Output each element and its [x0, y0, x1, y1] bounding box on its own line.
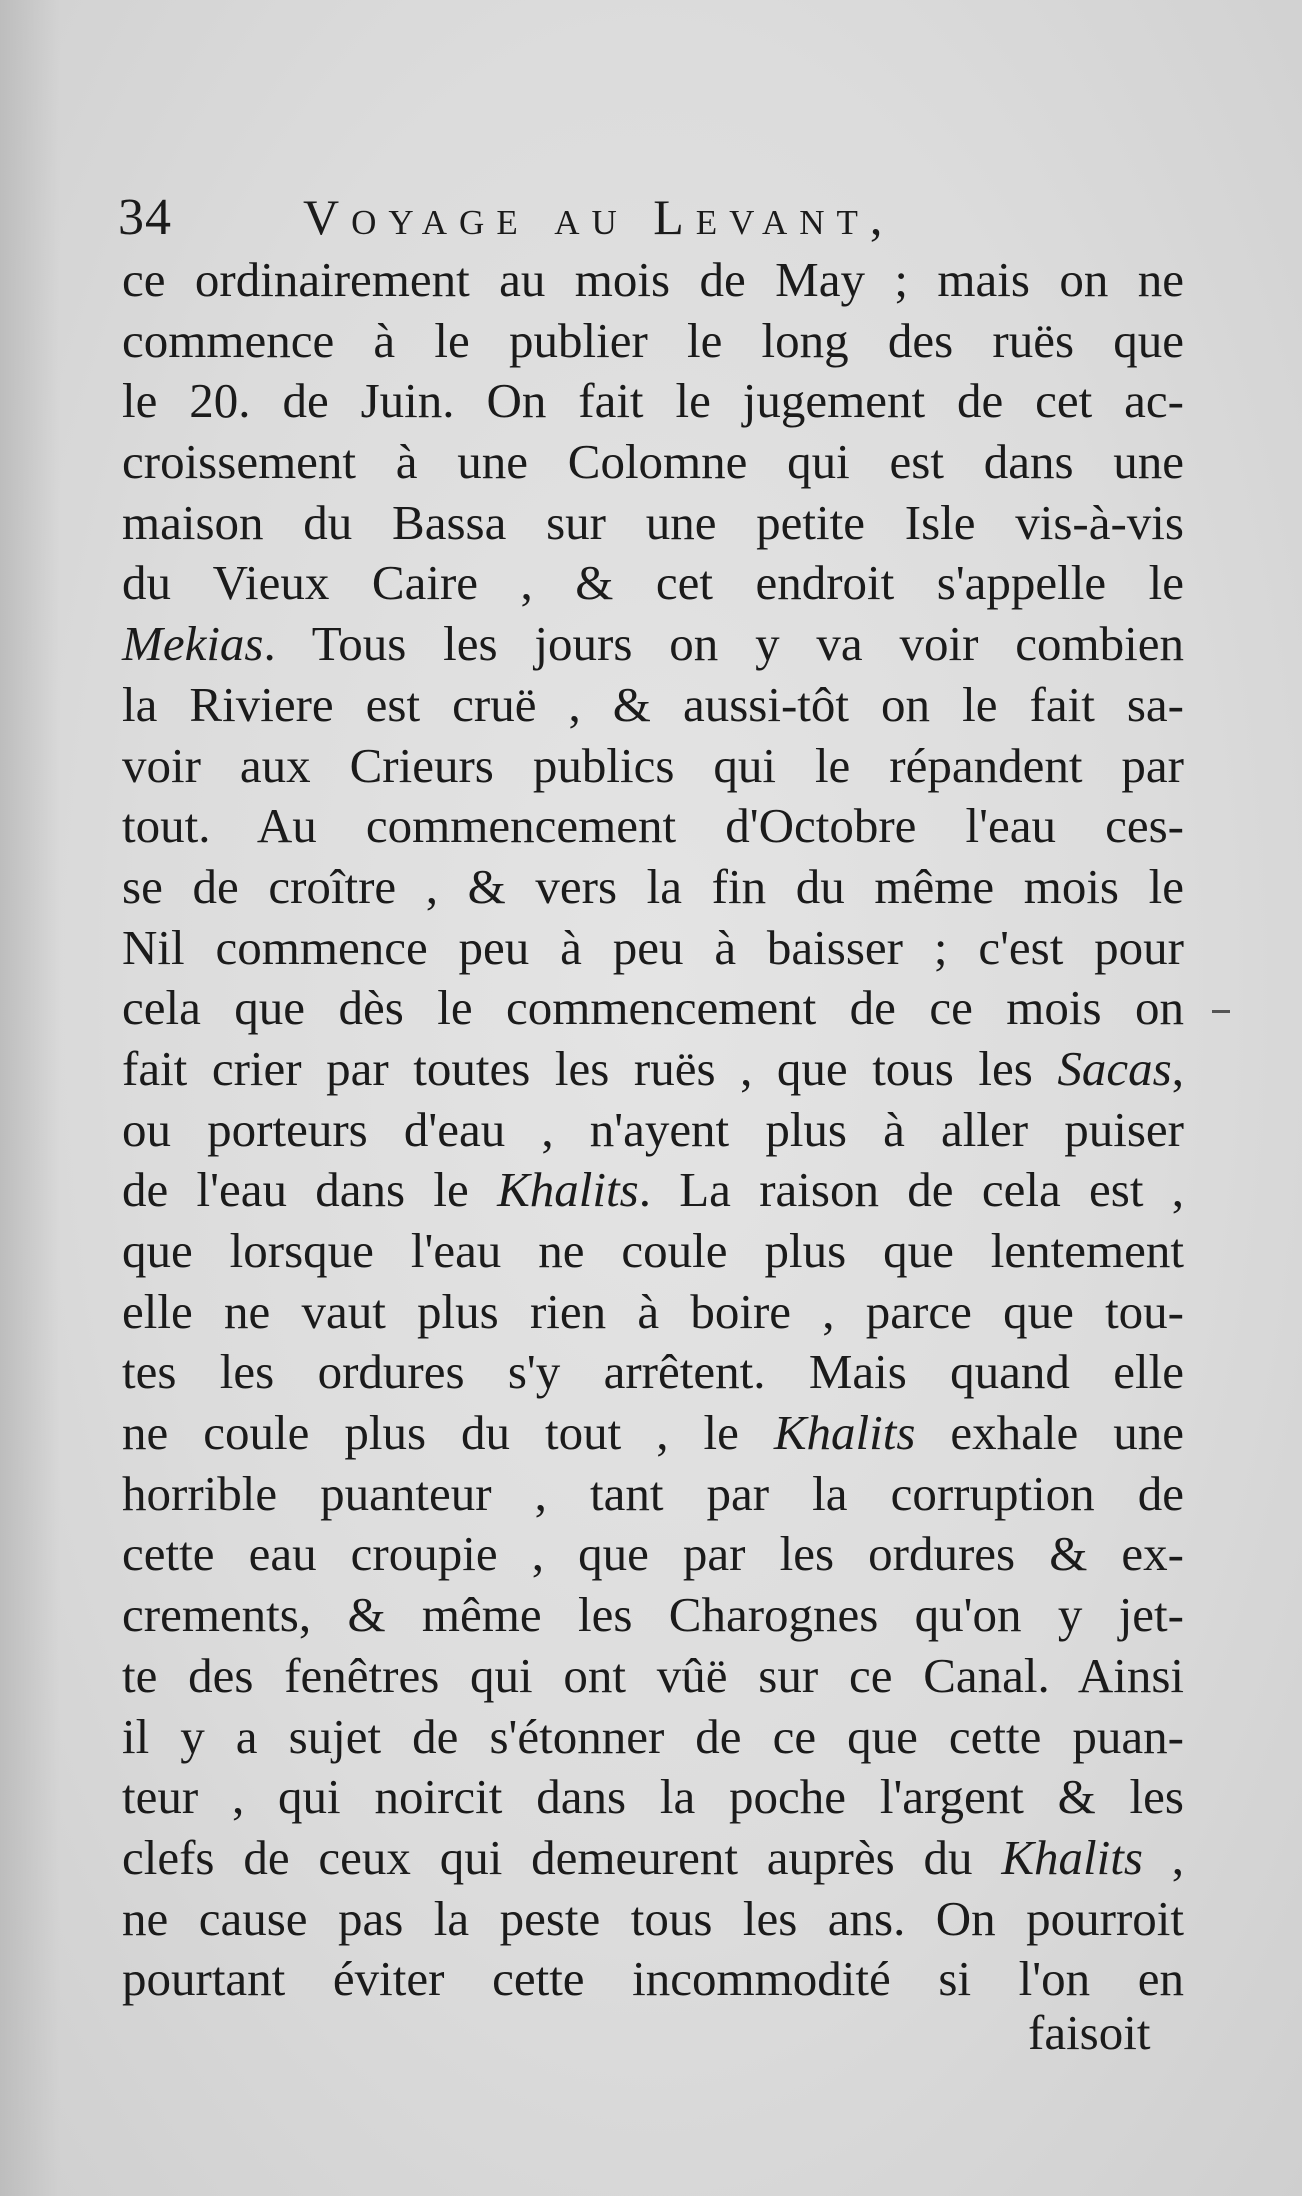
page-number: 34 [118, 189, 172, 246]
text-line: commence à le publier le long des ruës que [122, 312, 1184, 368]
text-line: maison du Bassa sur une petite Isle vis-à-vis [122, 494, 1184, 550]
margin-mark [1212, 1010, 1230, 1013]
text-line: voir aux Crieurs publics qui le répandent par [122, 737, 1184, 793]
text-line: elle ne vaut plus rien à boire , parce que tou- [122, 1283, 1184, 1339]
text-line: du Vieux Caire , & cet endroit s'appelle le [122, 555, 1184, 611]
text-line: la Riviere est cruë , & aussi-tôt on le fait sa- [122, 676, 1184, 732]
text-line: horrible puanteur , tant par la corruption de [122, 1465, 1184, 1521]
text-line: clefs de ceux qui demeurent auprès du Khalits , [122, 1829, 1184, 1885]
text-line: il y a sujet de s'étonner de ce que cette puan- [122, 1708, 1184, 1764]
text-line: se de croître , & vers la fin du même mois le [122, 858, 1184, 914]
text-line: tes les ordures s'y arrêtent. Mais quand elle [122, 1344, 1184, 1400]
text-line: teur , qui noircit dans la poche l'argent & les [122, 1769, 1184, 1825]
text-line: ne coule plus du tout , le Khalits exhale une [122, 1405, 1184, 1461]
text-line: croissement à une Colomne qui est dans une [122, 434, 1184, 490]
text-line: ce ordinairement au mois de May ; mais on ne [122, 252, 1184, 307]
page-gutter-shadow [0, 0, 60, 2196]
text-line: tout. Au commencement d'Octobre l'eau ces- [122, 798, 1184, 854]
running-title: Voyage au Levant, [303, 189, 895, 245]
text-line: ou porteurs d'eau , n'ayent plus à aller puiser [122, 1101, 1184, 1157]
body-text [122, 250, 1184, 2010]
text-line: Nil commence peu à peu à baisser ; c'est pour [122, 919, 1184, 975]
text-line: Mekias. Tous les jours on y va voir combien [122, 616, 1184, 672]
text-line: fait crier par toutes les ruës , que tous les Sacas, [122, 1040, 1184, 1096]
text-line: te des fenêtres qui ont vûë sur ce Canal. Ainsi [122, 1647, 1184, 1703]
text-line: de l'eau dans le Khalits. La raison de cela est , [122, 1162, 1184, 1218]
page-header [118, 188, 1018, 258]
text-line: ne cause pas la peste tous les ans. On pourroit [122, 1890, 1184, 1946]
text-line: cela que dès le commencement de ce mois on [122, 980, 1184, 1036]
catchword: faisoit [1028, 2005, 1151, 2060]
text-line: pourtant éviter cette incommodité si l'on en [122, 1951, 1184, 2007]
text-line: cette eau croupie , que par les ordures & ex- [122, 1526, 1184, 1582]
text-line: le 20. de Juin. On fait le jugement de cet ac- [122, 373, 1184, 429]
text-line: crements, & même les Charognes qu'on y jet- [122, 1587, 1184, 1643]
text-line: que lorsque l'eau ne coule plus que lentement [122, 1223, 1184, 1278]
